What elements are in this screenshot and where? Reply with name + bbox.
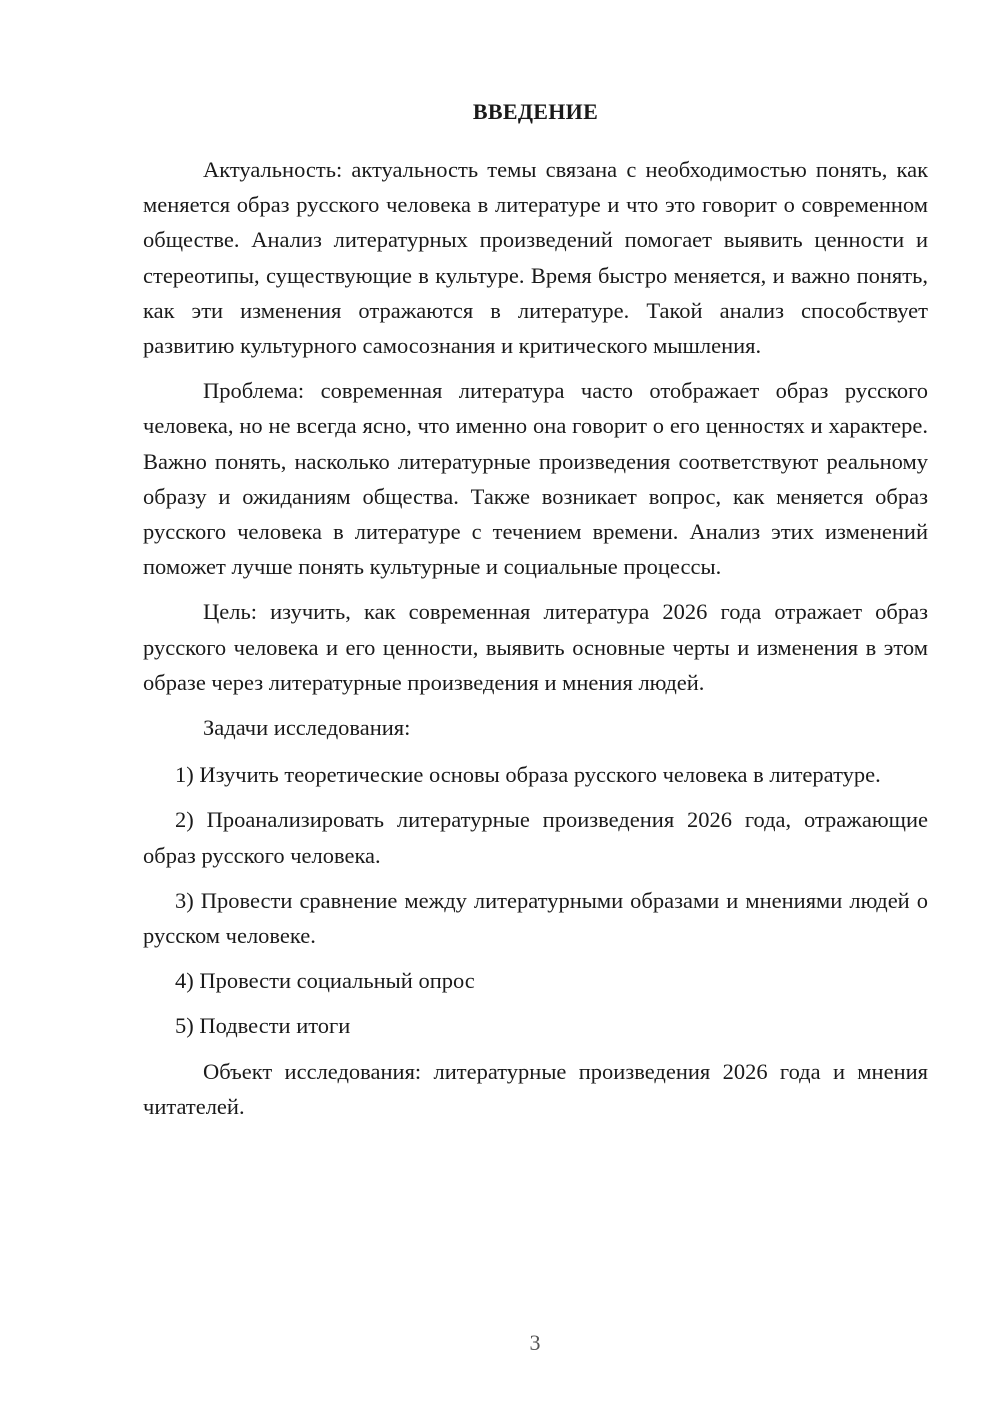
tasks-heading: Задачи исследования:	[203, 715, 411, 741]
task-item-3: 3) Провести сравнение между литературными образами и мнениями людей о русском человеке.	[143, 887, 928, 949]
paragraph-problem: Проблема: современная литература часто отображает образ русского человека, но не всегда ясно, что именно она говорит о его ценностях и характере. Важно понять, насколько литературные произведения соответствуют реальному образу и ожиданиям общества. Также возникает вопрос, как меняется образ русского человека в литературе с течением времени. Анализ этих изменений поможет лучше понять культурные и социальные процессы.	[143, 378, 928, 580]
paragraph-goal: Цель: изучить, как современная литература 2026 года отражает образ русского человека и его ценности, выявить основные черты и изменения в этом образе через литературные произведения и мнения людей.	[143, 599, 928, 695]
page-title: ВВЕДЕНИЕ	[472, 99, 599, 124]
paragraph-relevance: Актуальность: актуальность темы связана с необходимостью понять, как меняется образ русского человека в литературе и что это говорит о современном обществе. Анализ литературных произведений помогает выявить ценности и стереотипы, существующие в культуре. Время быстро меняется, и важно понять, как эти изменения отражаются в литературе. Такой анализ способствует развитию культурного самосознания и критического мышления.	[143, 157, 928, 359]
page-number: 3	[529, 1330, 541, 1355]
task-item-5: 5) Подвести итоги	[175, 1013, 351, 1039]
task-item-4: 4) Провести социальный опрос	[175, 968, 475, 994]
paragraph-object: Объект исследования: литературные произведения 2026 года и мнения читателей.	[143, 1058, 928, 1119]
page-content	[143, 92, 928, 1134]
task-item-1: 1) Изучить теоретические основы образа русского человека в литературе.	[175, 762, 881, 788]
task-item-2: 2) Проанализировать литературные произведения 2026 года, отражающие образ русского человека.	[143, 807, 928, 868]
